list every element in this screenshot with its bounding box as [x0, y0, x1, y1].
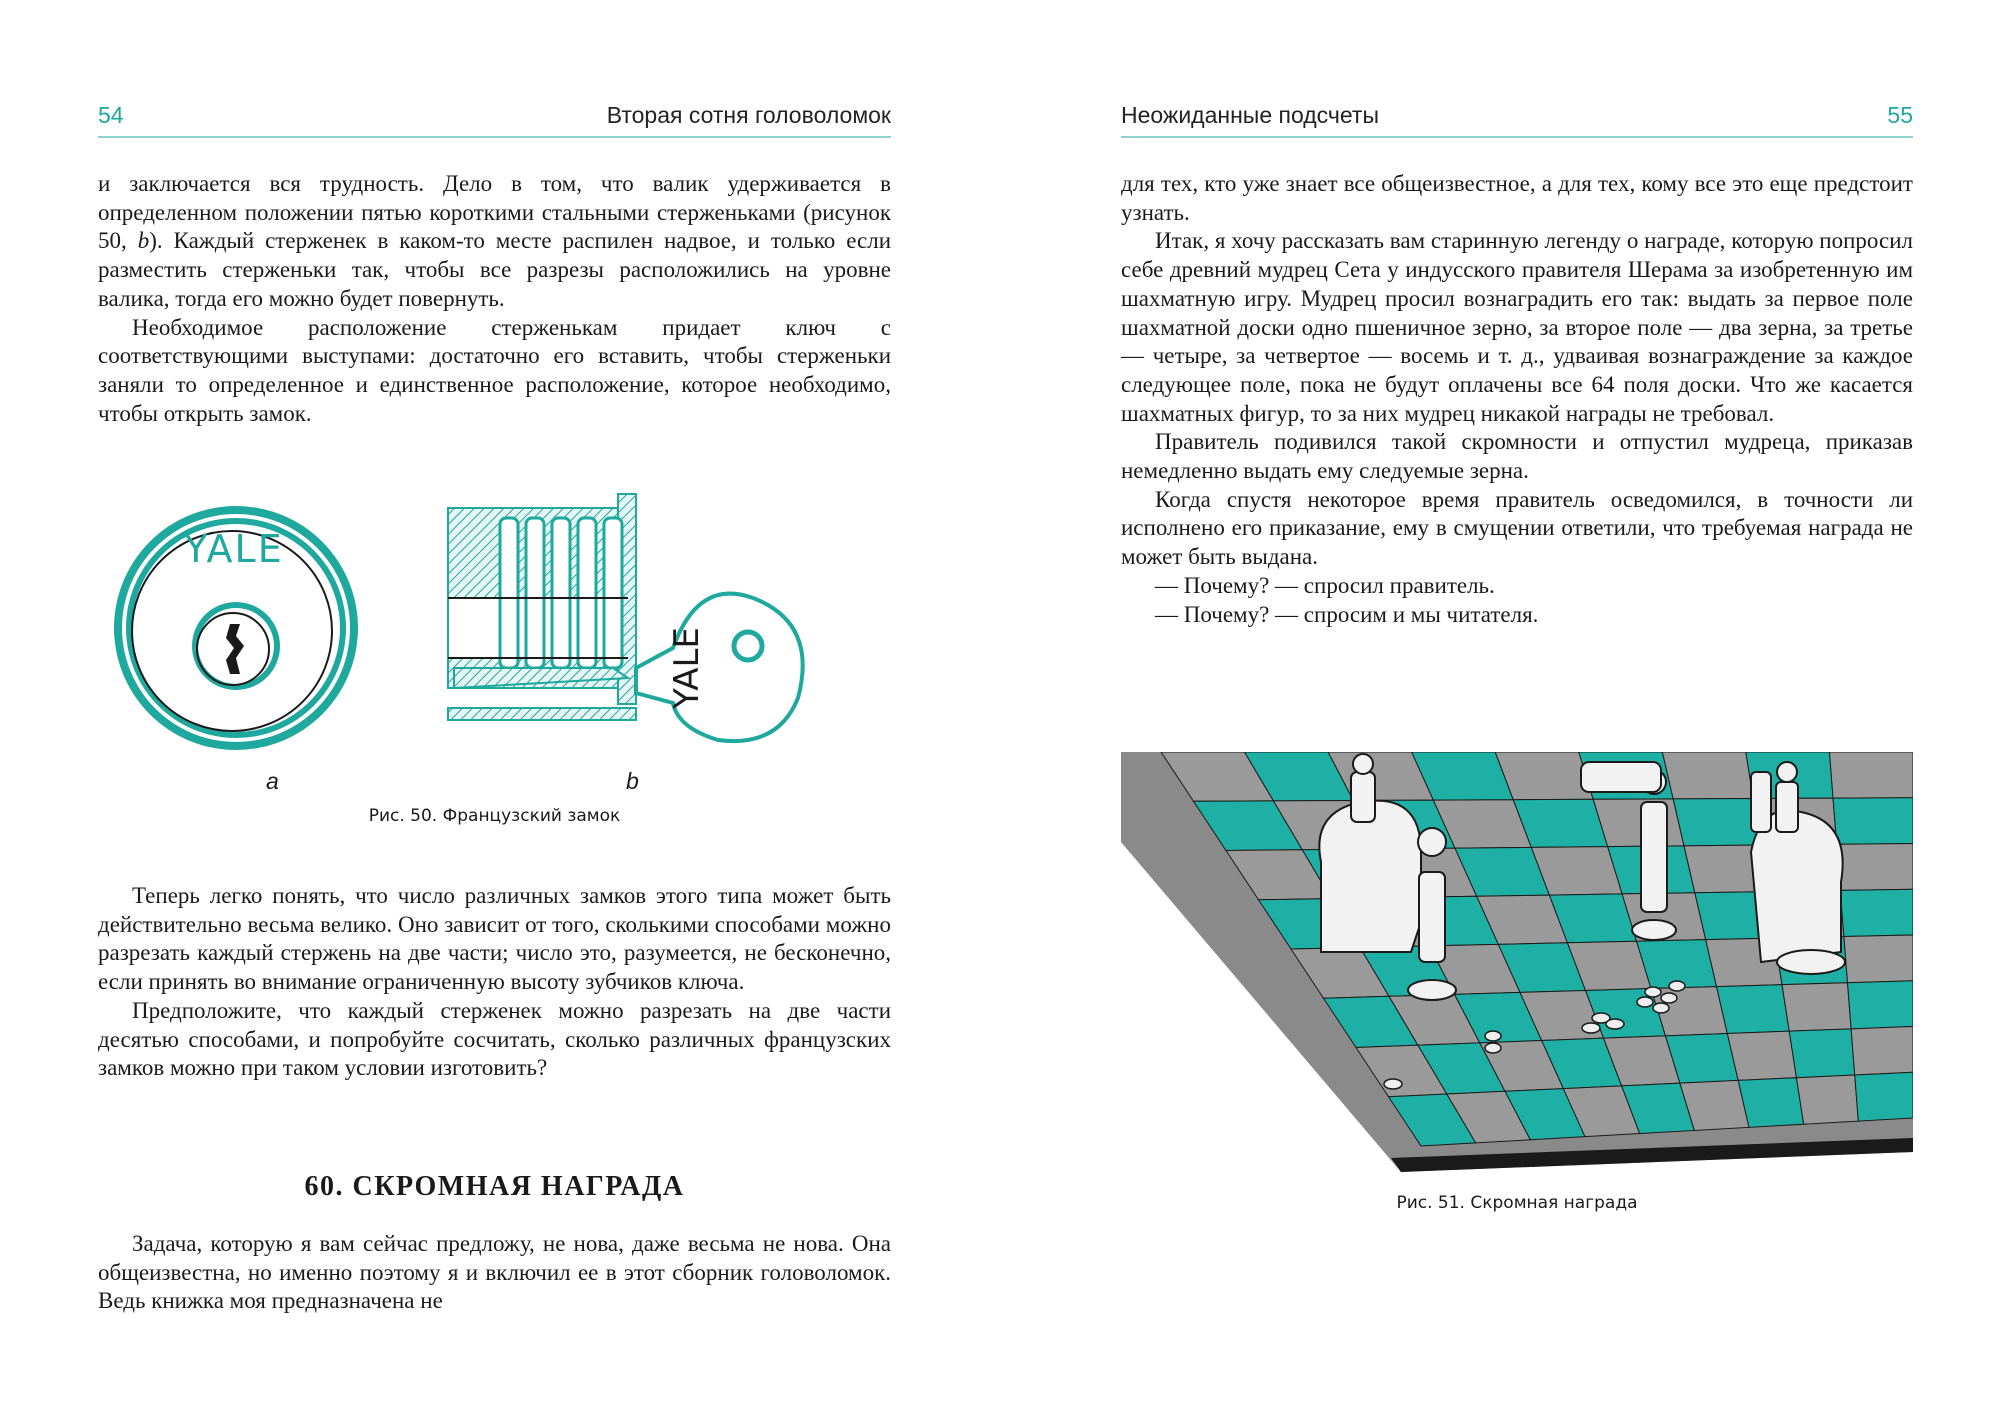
right-page — [1000, 0, 2000, 1428]
chessboard-square — [1717, 985, 1790, 1034]
paragraph-reader-why: — Почему? — спросим и мы читателя. — [1155, 601, 1539, 627]
paragraph-legend: Итак, я хочу рассказать вам старинную легенду о награде, которую попросил себе древний мудрец Сета у индусского правителя Шерама за изобретенную им шахматную игру. Мудрец просил вознаградить его так: выдать за первое поле шахматной доски одно пшеничное зерно, за второе поле — два зерна, за третье — четыре, за четвертое — восемь и т. д., удваивая вознаграждение за каждое следующее поле, пока не будут оплачены все 64 поля доски. Что же касается шахматных фигур, то за них мудрец никакой награды не требовал. — [1121, 228, 1913, 426]
running-title-left: Вторая сотня головоломок — [606, 102, 891, 128]
running-title-right: Неожиданные подсчеты — [1121, 102, 1379, 128]
lock-cylinder-face — [114, 506, 358, 750]
section-heading: 60. СКРОМНАЯ НАГРАДА — [304, 1171, 685, 1202]
figure-51-caption: Рис. 51. Скромная награда — [1396, 1193, 1638, 1213]
figure-50-label-a: a — [266, 768, 279, 794]
key-icon — [636, 594, 803, 742]
chessboard-square — [1833, 798, 1913, 845]
chessboard-square — [1844, 935, 1913, 983]
chessboard-square — [1662, 752, 1753, 799]
chessboard-square — [1782, 983, 1851, 1031]
chessboard-square — [1593, 799, 1684, 847]
chessboard-square — [1796, 1075, 1858, 1124]
figure-50-lock — [98, 478, 891, 788]
lock-brand-text: YALE — [184, 527, 284, 571]
paragraph-ruler-surprise: Правитель подивился такой скромности и отпустил мудреца, приказав немедленно выдать ему следуемые зерна. — [1121, 429, 1913, 484]
chessboard-square — [1673, 799, 1760, 846]
key-brand-text: YALE — [667, 627, 707, 709]
figure-51-chessboard — [1121, 752, 1913, 1180]
left-page-header — [98, 98, 891, 138]
paragraph-cannot-pay: Когда спустя некоторое время правитель осведомился, в точности ли исполнено его приказание, ему в смущении ответили, что требуемая награда не может быть выдана. — [1121, 486, 1913, 570]
chessboard-square — [1829, 752, 1913, 798]
paragraph-key-function: Необходимое расположение стерженькам придает ключ с соответствующими выступами: достаточно его вставить, чтобы стерженьки заняли то определенное и единственное расположение, которое необходимо, чтобы открыть замок. — [98, 314, 891, 426]
figure-50-label-b: b — [626, 768, 639, 794]
right-page-header — [1121, 98, 1913, 138]
chessboard-square — [1848, 981, 1914, 1029]
page-number-left: 54 — [98, 102, 124, 128]
paragraph-continuation: для тех, кто уже знает все общеизвестное, а для тех, кому все это еще предстоит узнать. — [1121, 171, 1913, 225]
chessboard-square — [1727, 1031, 1796, 1080]
page-number-right: 55 — [1887, 102, 1913, 128]
paragraph-lock-count: Теперь легко понять, что число различных замков этого типа может быть действительно весьма велико. Оно зависит от того, сколькими способами можно разрезать каждый стержень на две части; число это, разумеется, не бесконечно, если принять во внимание ограниченную высоту зубчиков ключа. — [98, 883, 891, 995]
chessboard-square — [1837, 844, 1913, 891]
chessboard-square — [1738, 1078, 1804, 1128]
chessboard-square — [1855, 1072, 1913, 1121]
paragraph-ruler-why: — Почему? — спросил правитель. — [1155, 572, 1495, 598]
lock-cross-section — [448, 494, 636, 720]
paragraph-lock-question: Предположите, что каждый стерженек можно разрезать на две части десятью способами, и попробуйте сосчитать, сколько различных французских замков можно при таком условии изготовить? — [98, 997, 891, 1081]
paragraph-lock-pins: и заключается вся трудность. Дело в том, что валик удерживается в определенном положении пятью короткими стальными стерженьками (рисунок 50, b). Каждый стерженек в каком-то месте распилен надвое, и только если разместить стерженьки так, чтобы все разрезы расположились на уровне валика, тогда его можно будет повернуть. — [98, 171, 892, 311]
left-text-block-3 — [98, 1230, 891, 1316]
chessboard-square — [1851, 1027, 1913, 1075]
left-text-block-1 — [98, 170, 891, 428]
right-text-block — [1121, 170, 1913, 629]
left-text-block-2 — [98, 882, 891, 1083]
paragraph-task-intro: Задача, которую я вам сейчас предложу, не нова, даже весьма не нова. Она общеизвестна, но именно поэтому я и включил ее в этот сборник головоломок. Ведь книжка моя предназначена не — [98, 1231, 891, 1314]
chessboard-square — [1840, 889, 1913, 936]
chessboard-square — [1789, 1029, 1855, 1078]
figure-50-caption: Рис. 50. Французский замок — [368, 806, 621, 826]
